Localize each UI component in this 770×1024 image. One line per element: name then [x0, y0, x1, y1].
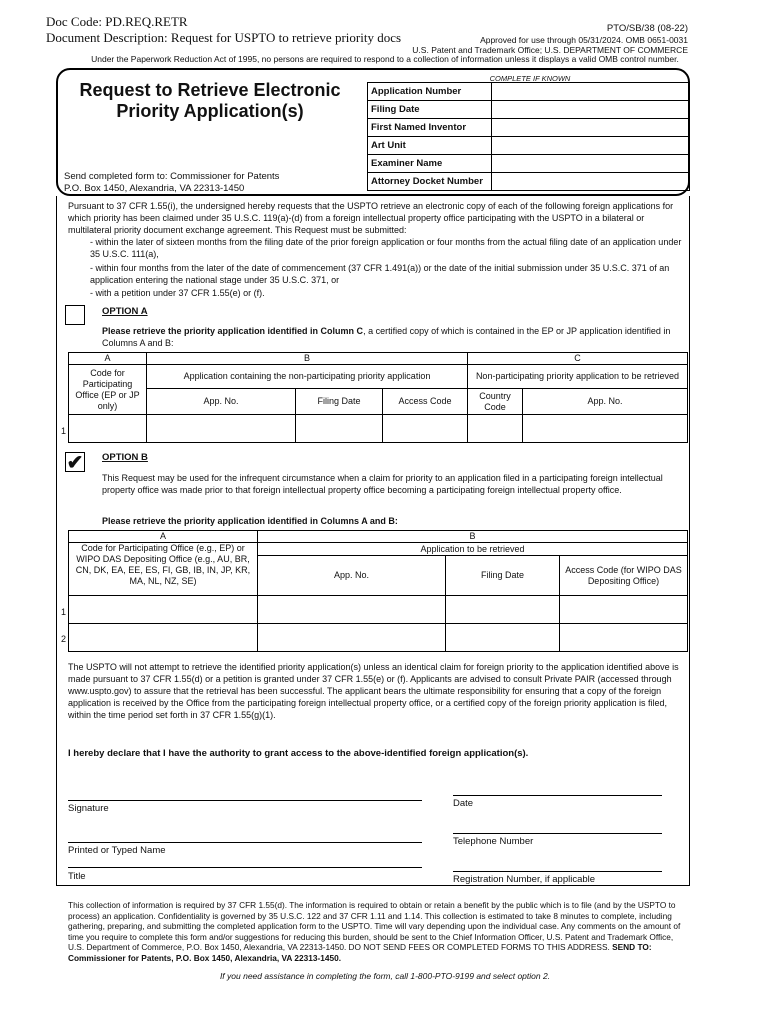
omb-approval: Approved for use through 05/31/2024. OMB 0651-0031 — [480, 34, 688, 45]
option-a-row1-app-no[interactable] — [147, 415, 296, 443]
option-a-row1-filing-date[interactable] — [296, 415, 383, 443]
table-row — [69, 596, 688, 624]
option-b-instruction-text: Please retrieve the priority application identified in Columns A and B — [102, 516, 395, 526]
option-b-row-number-1: 1 — [61, 607, 67, 617]
examiner-name-field[interactable] — [492, 155, 690, 173]
option-a-row-number-1: 1 — [61, 426, 67, 436]
option-b-checkbox[interactable] — [65, 452, 85, 472]
option-b-description: This Request may be used for the infrequent circumstance when a claim for priority to an application filed in a participating foreign intellectual property office was made prior to that foreign intellectual property office becoming a participating foreign intellectual property office. — [102, 473, 663, 495]
complete-if-known: COMPLETE IF KNOWN — [489, 74, 571, 83]
option-a-col-a-desc: Code for Participating Office (EP or JP only) — [69, 365, 147, 415]
application-number-field[interactable] — [492, 83, 690, 101]
registration-line — [453, 871, 662, 872]
checkmark-icon: ✔ — [66, 451, 84, 474]
application-info-table — [367, 82, 690, 191]
printed-name-field[interactable] — [68, 822, 422, 842]
doc-code: Doc Code: PD.REQ.RETR — [46, 14, 188, 29]
burden-statement — [68, 900, 684, 963]
burden-send-to: SEND TO: Commissioner for Patents, P.O. Box 1450, Alexandria, VA 22313-1450. — [68, 942, 652, 963]
option-b-row2-code[interactable] — [69, 624, 258, 652]
signature-line — [68, 800, 422, 801]
intro-bullet-1: - within the later of sixteen months from the filing date of the prior foreign application or four months from the actual filing date of an application under 35 U.S.C. 111(a), — [90, 237, 682, 259]
option-b-app-no-header: App. No. — [258, 556, 446, 596]
first-named-inventor-label: First Named Inventor — [368, 119, 492, 137]
registration-label: Registration Number, if applicable — [453, 874, 596, 885]
option-a-col-b-header: B — [147, 353, 468, 365]
option-a-row1-app-no-c[interactable] — [523, 415, 688, 443]
option-a-col-c-header: C — [468, 353, 688, 365]
form-number: PTO/SB/38 (08-22) — [606, 23, 688, 34]
attorney-docket-number-field[interactable] — [492, 173, 690, 191]
option-b-col-a-header: A — [69, 531, 258, 543]
intro-bullet-3: - with a petition under 37 CFR 1.55(e) or (f). — [90, 288, 265, 298]
option-b-row1-access-code[interactable] — [560, 596, 688, 624]
paperwork-notice: Under the Paperwork Reduction Act of 1995, no persons are required to respond to a collection of information unless it displays a valid OMB control number. — [91, 54, 679, 64]
option-a-app-no-c-header: App. No. — [523, 389, 688, 415]
option-b-title: OPTION B — [102, 452, 148, 463]
date-field[interactable] — [453, 776, 662, 795]
option-b-row1-filing-date[interactable] — [446, 596, 560, 624]
option-a-instruction-bold: Please retrieve the priority application identified in Column C — [102, 326, 364, 336]
application-number-label: Application Number — [368, 83, 492, 101]
intro-bullet-2: - within four months from the later of the date of commencement (37 CFR 1.491(a)) or the date of the initial submission under 35 U.S.C. 371 of an application entering the national stage under 35 U.S.C. 371, or — [90, 263, 670, 285]
option-a-title: OPTION A — [102, 306, 148, 317]
first-named-inventor-field[interactable] — [492, 119, 690, 137]
option-b-row-number-2: 2 — [61, 634, 67, 644]
intro-paragraph: Pursuant to 37 CFR 1.55(i), the undersigned hereby requests that the USPTO retrieve an electronic copy of each of the following foreign applications for which priority has been claimed under 35 U.S.C. 119(a)-(d) from a foreign intellectual property office participating with the USPTO in a bilateral or multilateral priority document exchange agreement. This Request must be submitted: — [68, 201, 674, 235]
option-b-col-a-desc: Code for Participating Office (e.g., EP) or WIPO DAS Depositing Office (e.g., AU, BR, CN, DK, EA, EE, ES, FI, GB, IB, IN, JP, KR, MA, NL, NZ, SE) — [69, 543, 258, 596]
form-title — [60, 80, 360, 122]
retrieval-notice: The USPTO will not attempt to retrieve the identified priority application(s) unless an identical claim for foreign priority to the application identified above is made pursuant to 37 CFR 1.55(d) or a petition is granted under 37 CFR 1.55(e) or (f). Applicants are advised to consult Private PAIR (accessed through www.uspto.gov) to assure that the retrieval has been successful. The applicant bears the ultimate responsibility for ensuring that a copy of the foreign application is received by the Office from the participating foreign intellectual property office, or a certified copy of the foreign priority application is filed, within the time period set forth in 37 CFR 1.55(g)(1). — [68, 662, 679, 720]
option-a-instruction — [102, 325, 686, 349]
option-b-access-code-header: Access Code (for WIPO DAS Depositing Office) — [560, 556, 688, 596]
date-line — [453, 795, 662, 796]
title-label: Title — [68, 871, 86, 882]
telephone-line — [453, 833, 662, 834]
option-a-country-code-header: Country Code — [468, 389, 523, 415]
registration-field[interactable] — [453, 852, 662, 871]
assistance-note: If you need assistance in completing the form, call 1-800-PTO-9199 and select option 2. — [219, 971, 551, 981]
attorney-docket-number-label: Attorney Docket Number — [368, 173, 492, 191]
option-b-row2-filing-date[interactable] — [446, 624, 560, 652]
option-b-table — [68, 530, 688, 652]
option-b-row2-app-no[interactable] — [258, 624, 446, 652]
option-b-instruction-colon: : — [394, 516, 398, 526]
option-b-instruction — [102, 515, 398, 527]
option-b-row1-code[interactable] — [69, 596, 258, 624]
option-b-filing-date-header: Filing Date — [446, 556, 560, 596]
table-row — [69, 624, 688, 652]
signature-label: Signature — [68, 803, 109, 814]
telephone-field[interactable] — [453, 813, 662, 833]
send-to-line2: P.O. Box 1450, Alexandria, VA 22313-1450 — [64, 182, 245, 194]
printed-name-line — [68, 842, 422, 843]
form-title-line1: Request to Retrieve Electronic — [79, 80, 341, 100]
art-unit-field[interactable] — [492, 137, 690, 155]
option-a-row1-access-code[interactable] — [383, 415, 468, 443]
doc-description: Document Description: Request for USPTO to retrieve priority docs — [46, 30, 402, 45]
option-a-row1-code[interactable] — [69, 415, 147, 443]
option-b-row1-app-no[interactable] — [258, 596, 446, 624]
option-b-row2-access-code[interactable] — [560, 624, 688, 652]
form-info — [412, 24, 688, 56]
filing-date-label: Filing Date — [368, 101, 492, 119]
option-a-instruction-rest: , a certified copy of which is contained in the EP or JP application identified in Columns A and B: — [102, 326, 671, 348]
date-label: Date — [453, 798, 474, 809]
title-line — [68, 867, 422, 868]
option-a-col-a-header: A — [69, 353, 147, 365]
signature-field[interactable] — [68, 780, 422, 800]
option-a-col-c-desc: Non-participating priority application to be retrieved — [468, 365, 688, 389]
art-unit-label: Art Unit — [368, 137, 492, 155]
telephone-label: Telephone Number — [453, 836, 534, 847]
form-title-line2: Priority Application(s) — [116, 101, 304, 121]
option-a-checkbox[interactable] — [65, 305, 85, 325]
option-a-col-b-desc: Application containing the non-participating priority application — [147, 365, 468, 389]
option-a-table — [68, 352, 688, 443]
burden-text: This collection of information is required by 37 CFR 1.55(d). The information is required to obtain or retain a benefit by the public which is to file (and by the USPTO to process) an application. Confidentiality is governed by 35 U.S.C. 122 and 37 CFR 1.11 and 1.14. This collection is estimated to take 8 minutes to complete, including gathering, preparing, and submitting the completed application form to the USPTO. Time will vary depending upon the individual case. Any comments on the amount of time you require to complete this form and/or suggestions for reducing this burden, should be sent to the Chief Information Officer, U.S. Patent and Trademark Office, U.S. Department of Commerce, P.O. Box 1450, Alexandria, VA 22313-1450. DO NOT SEND FEES OR COMPLETED FORMS TO THIS ADDRESS. — [68, 900, 681, 952]
authority-declaration: I hereby declare that I have the authority to grant access to the above-identified foreign application(s). — [68, 748, 529, 759]
filing-date-field[interactable] — [492, 101, 690, 119]
examiner-name-label: Examiner Name — [368, 155, 492, 173]
document-header — [46, 14, 401, 46]
agency-name: U.S. Patent and Trademark Office; U.S. DEPARTMENT OF COMMERCE — [412, 45, 688, 55]
option-b-col-b-desc: Application to be retrieved — [258, 543, 688, 556]
table-row — [69, 415, 688, 443]
send-to-address — [64, 171, 279, 194]
option-b-col-b-header: B — [258, 531, 688, 543]
option-a-app-no-header: App. No. — [147, 389, 296, 415]
option-a-access-code-header: Access Code — [383, 389, 468, 415]
send-to-line1: Send completed form to: Commissioner for Patents — [64, 171, 280, 182]
option-a-filing-date-header: Filing Date — [296, 389, 383, 415]
option-a-row1-country-code[interactable] — [468, 415, 523, 443]
printed-name-label: Printed or Typed Name — [68, 845, 166, 856]
title-field[interactable] — [68, 850, 422, 867]
